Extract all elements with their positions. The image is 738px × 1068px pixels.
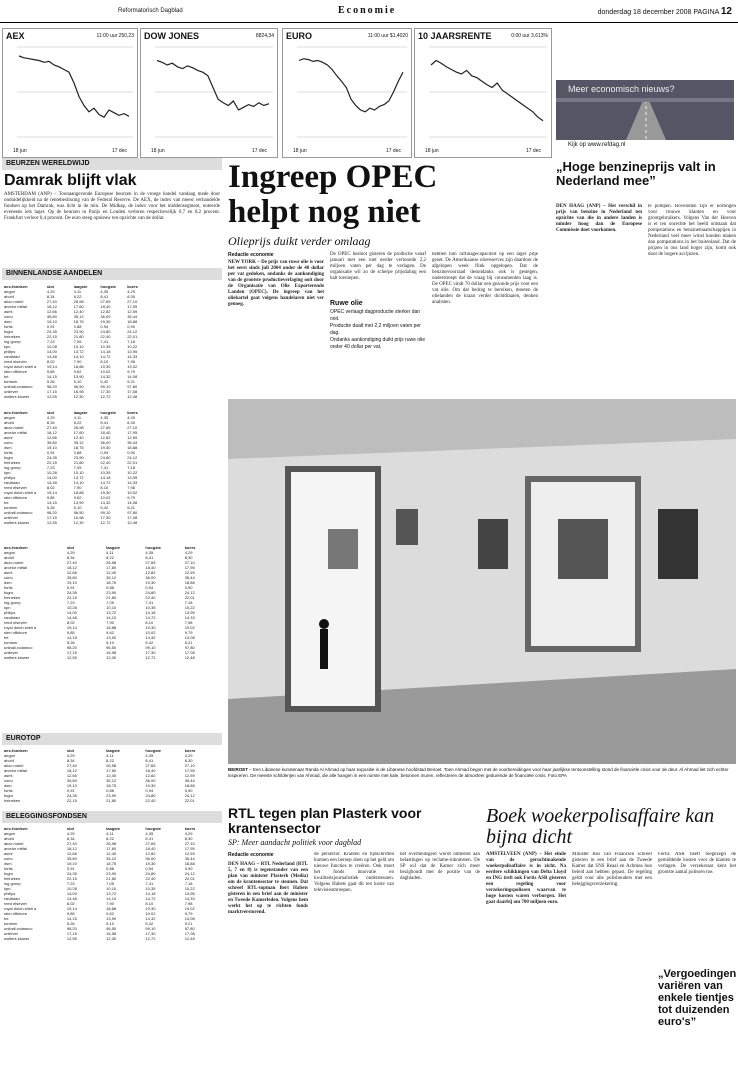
table-row: asml 12,66 12,40 12,82 12,59 bbox=[4, 851, 195, 856]
table-header: aex-fondsen slot laagste hoogste koers bbox=[4, 284, 138, 289]
table-row: ahold 8,34 8,22 8,41 8,30 bbox=[4, 836, 193, 841]
table-row: arcelor mittal 18,12 17,60 18,40 17,95 bbox=[4, 304, 138, 309]
strip-beleggingsfondsen: BELEGGINGSFONDSEN bbox=[2, 811, 222, 823]
table-row: akzo nobel 27,40 26,98 27,65 27,10 bbox=[4, 763, 195, 768]
table-row: unilever 17,15 16,98 17,30 17,08 bbox=[4, 389, 138, 394]
table-row: tomtom 5,26 5,10 5,42 5,21 bbox=[4, 640, 193, 645]
table-row: heineken 22,15 21,80 22,40 22,01 bbox=[4, 595, 195, 600]
table-row: arcelor mittal 18,12 17,60 18,40 17,95 bbox=[4, 430, 138, 435]
table-row: tomtom 5,26 5,10 5,42 5,21 bbox=[4, 921, 193, 926]
opec-col3: hebben hun raffinagecapaciteit op een lager pitje gezet. De Amerikaanse oliereserves zijn daardoor de afgelopen week flink opgelopen. Dat de benzinevoorraad desondanks ook is gestegen, onderstreept dat de vraag bij consumenten laag is. De OPEC vindt 70 dollar een gezonde prijs voor een vat olie. Om dat bedrag te bereiken, moeten de olielanden de kraan verder dichtdraaien, denken analisten. bbox=[432, 252, 538, 305]
chart-value: 11:00 uur $1,4020 bbox=[367, 33, 408, 39]
table-row: akzo nobel 27,40 26,98 27,65 27,10 bbox=[4, 560, 195, 565]
stock-table-2 bbox=[4, 410, 154, 525]
chart-x-start: 18 jun bbox=[425, 148, 439, 154]
table-row: reed elsevier 8,02 7,90 8,10 7,98 bbox=[4, 485, 135, 490]
paper-name: Reformatorisch Dagblad bbox=[118, 8, 183, 14]
opec-lead: NEW YORK – De prijs van ruwe olie is voor het eerst sinds juli 2004 onder de 40 dollar per vat gedoken, ondanks de aankondiging van de grootste productieverlaging ooit door de Organisatie van Olie Exporterende Landen (OPEC). De ingreep van het oliekartel gaat volgens handelaren niet ver genoeg. bbox=[228, 260, 324, 307]
table-row: aegon 4,29 4,11 4,35 4,29 bbox=[4, 753, 193, 758]
fund-table bbox=[4, 826, 224, 941]
table-row: sbm offshore 9,85 9,62 10,02 9,79 bbox=[4, 495, 135, 500]
table-row: royal dutch shell a 19,14 18,88 19,30 19,02 bbox=[4, 364, 138, 369]
table-header: aex-fondsen slot laagste hoogste koers bbox=[4, 748, 196, 753]
table-row: unibail-rodamco 98,20 96,50 99,10 97,80 bbox=[4, 510, 138, 515]
rtl-subhead: SP: Meer aandacht politiek voor dagblad bbox=[228, 838, 362, 847]
table-row: philips 14,00 13,72 14,18 13,95 bbox=[4, 891, 195, 896]
benzine-lead: DEN HAAG (ANP) – Het verschil in prijs van benzine in Nederland ten opzichte van die in andere landen is minder hoog dan de Europese Commissie doet voorkomen. bbox=[556, 204, 642, 233]
opec-col2: De OPEC besloot gisteren de productie vanaf januari met een niet eerder vertoonde 2,2 miljoen vaten per dag te verlagen. De organisatie wil zo de scherpe prijsdaling een halt toeroepen. bbox=[330, 252, 426, 281]
table-row: fortis 0,91 0,88 0,94 0,90 bbox=[4, 585, 193, 590]
table-row: randstad 14,48 14,10 14,72 14,33 bbox=[4, 354, 138, 359]
table-row: royal dutch shell a 19,14 18,88 19,30 19,02 bbox=[4, 906, 195, 911]
table-row: fugro 24,35 23,90 24,80 24,12 bbox=[4, 590, 195, 595]
table-row: arcelor mittal 18,12 17,60 18,40 17,95 bbox=[4, 846, 195, 851]
table-row: royal dutch shell a 19,14 18,88 19,30 19,02 bbox=[4, 625, 195, 630]
table-row: akzo nobel 27,40 26,98 27,65 27,10 bbox=[4, 425, 138, 430]
table-row: wolters kluwer 12,55 12,30 12,72 12,48 bbox=[4, 520, 138, 525]
table-row: dsm 19,10 18,75 19,30 18,88 bbox=[4, 580, 195, 585]
photo-caption bbox=[228, 767, 736, 778]
opec-box-title: Ruwe olie bbox=[330, 300, 363, 307]
opec-box-item: Ondanks aankondiging duikt prijs ruwe olie onder 40 dollar per vat. bbox=[330, 337, 426, 350]
table-row: fugro 24,35 23,90 24,80 24,12 bbox=[4, 455, 138, 460]
table-row: randstad 14,48 14,10 14,72 14,33 bbox=[4, 615, 195, 620]
rtl-headline: RTL tegen plan Plasterk voor krantensector bbox=[228, 805, 422, 836]
chart-plot bbox=[141, 43, 277, 141]
opec-headline bbox=[228, 160, 437, 230]
table-row: tomtom 5,26 5,10 5,42 5,21 bbox=[4, 505, 135, 510]
table-header: aex-fondsen slot laagste hoogste koers bbox=[4, 826, 196, 831]
table-row: wolters kluwer 12,55 12,30 12,72 12,48 bbox=[4, 936, 195, 941]
caption-label: BEIROET bbox=[228, 767, 249, 772]
table-row: aegon 4,29 4,11 4,35 4,29 bbox=[4, 831, 193, 836]
table-row: akzo nobel 27,40 26,98 27,65 27,10 bbox=[4, 841, 195, 846]
page-number: 12 bbox=[720, 6, 732, 17]
table-row: philips 14,00 13,72 14,18 13,95 bbox=[4, 349, 138, 354]
chart-line bbox=[157, 61, 269, 111]
chart-x-start: 18 jun bbox=[293, 148, 307, 154]
page-header bbox=[0, 0, 738, 23]
chart-plot bbox=[415, 43, 551, 141]
table-row: kpn 10,28 10,10 10,35 10,22 bbox=[4, 605, 195, 610]
table-header: aex-fondsen slot laagste hoogste koers bbox=[4, 545, 196, 550]
chart-dow-jones bbox=[140, 28, 278, 158]
eurotop-table bbox=[4, 748, 224, 803]
chart-x-start: 18 jun bbox=[151, 148, 165, 154]
benzine-col2: te pompen. Bovendien zijn er kortingen voor trouwe klanten en voor grootgebruikers. Volgens Van der Hoeven is er ten onrechte het beeld ontstaan dat pompstations en benzinemaatschappijen in Nederland veel meer winst konden maken dan pompstations in het buitenland. Dat de prijzen in ons land hoger zijn, komt ook door de hogere accijnzen. bbox=[648, 204, 736, 257]
table-row: corio 35,80 35,12 36,00 35,44 bbox=[4, 575, 195, 580]
chart-x-end: 17 dec bbox=[251, 148, 267, 154]
table-row: unibail-rodamco 98,20 96,50 99,10 97,80 bbox=[4, 384, 138, 389]
table-row: heineken 22,15 21,80 22,40 22,01 bbox=[4, 460, 138, 465]
chart-plot bbox=[3, 43, 137, 141]
opec-box-item: OPEC verlaagt dagproductie sterker dan ooit. bbox=[330, 309, 421, 322]
advert-url[interactable]: Kijk op www.refdag.nl bbox=[568, 142, 626, 148]
table-row: unibail-rodamco 98,20 96,50 99,10 97,80 bbox=[4, 926, 195, 931]
table-row: tomtom 5,26 5,10 5,42 5,21 bbox=[4, 379, 135, 384]
chart-10-jaarsrente bbox=[414, 28, 552, 158]
damrak-lead: AMSTERDAM (ANP) – Toonaangevende Europese beurzen in de vroege handel vandaag mede door onduidelijkheid na de rentebeslissing van de Federal Reserve. De AEX, de index van meest verhandelde fondsen op het Damrak, was licht in de min. De Midkap, de index voor het middensegment, noteerde eveneens iets lager. Op de beurzen in Parijs en Londen verloren respectievelijk 0,7 en 0,2 procent. Frankfurt verloor 0,4 procent. De euro steeg opnieuw ten opzichte van de dollar. bbox=[4, 192, 220, 221]
table-row: ahold 8,34 8,22 8,41 8,30 bbox=[4, 555, 193, 560]
table-row: tnt 14,15 13,90 14,32 14,08 bbox=[4, 916, 195, 921]
table-row: royal dutch shell a 19,14 18,88 19,30 19,02 bbox=[4, 490, 138, 495]
chart-x-end: 17 dec bbox=[111, 148, 127, 154]
table-row: randstad 14,48 14,10 14,72 14,33 bbox=[4, 480, 138, 485]
chart-euro bbox=[282, 28, 412, 158]
table-row: asml 12,66 12,40 12,82 12,59 bbox=[4, 435, 138, 440]
table-row: aegon 4,29 4,11 4,35 4,29 bbox=[4, 415, 135, 420]
table-row: sbm offshore 9,85 9,62 10,02 9,79 bbox=[4, 630, 193, 635]
table-row: wolters kluwer 12,55 12,30 12,72 12,48 bbox=[4, 394, 138, 399]
stock-table-3 bbox=[4, 545, 224, 660]
page-label: PAGINA bbox=[693, 9, 719, 16]
table-row: arcelor mittal 18,12 17,60 18,40 17,95 bbox=[4, 768, 195, 773]
table-row: fugro 24,35 23,90 24,80 24,12 bbox=[4, 871, 195, 876]
table-row: fortis 0,91 0,88 0,94 0,90 bbox=[4, 866, 193, 871]
rtl-col2: de persector. Kranten en tijdschriften kunnen een beroep doen op het geld om nieuwe functies te creëren. Ook moet het fonds innovatie en kwaliteitsjournalistiek ondersteunen. Volgens Habets gaat dit ten koste van televisieomroepen. bbox=[314, 852, 394, 893]
benzine-headline: „Hoge benzineprijs valt in Nederland mee” bbox=[556, 159, 716, 188]
gallery-photo bbox=[228, 399, 736, 764]
opec-headline-line2: helpt nog niet bbox=[228, 194, 421, 230]
table-row: tnt 14,15 13,90 14,32 14,08 bbox=[4, 635, 195, 640]
table-row: unibail-rodamco 98,20 96,50 99,10 97,80 bbox=[4, 645, 195, 650]
chart-line bbox=[431, 61, 543, 121]
table-row: kpn 10,28 10,10 10,35 10,22 bbox=[4, 886, 195, 891]
advert-title: Meer economisch nieuws? bbox=[568, 84, 675, 94]
table-row: ahold 8,34 8,22 8,41 8,30 bbox=[4, 758, 193, 763]
table-row: unilever 17,15 16,98 17,30 17,08 bbox=[4, 650, 195, 655]
strip-eurotop: EUROTOP bbox=[2, 733, 222, 745]
table-row: dsm 19,10 18,75 19,30 18,88 bbox=[4, 783, 195, 788]
table-row: fugro 24,35 23,90 24,80 24,12 bbox=[4, 793, 195, 798]
table-row: tnt 14,15 13,90 14,32 14,08 bbox=[4, 374, 138, 379]
table-row: reed elsevier 8,02 7,90 8,10 7,98 bbox=[4, 620, 193, 625]
table-row: ing groep 7,23 7,05 7,41 7,18 bbox=[4, 881, 193, 886]
table-row: fugro 24,35 23,90 24,80 24,12 bbox=[4, 329, 138, 334]
table-row: fortis 0,91 0,88 0,94 0,90 bbox=[4, 450, 135, 455]
damrak-headline: Damrak blijft vlak bbox=[4, 172, 137, 189]
table-row: randstad 14,48 14,10 14,72 14,33 bbox=[4, 896, 195, 901]
table-row: philips 14,00 13,72 14,18 13,95 bbox=[4, 475, 138, 480]
boek-col3: Fortis ASR heeft toegezegd de gemiddelde kosten voor de klanten te verlagen. De verzekeraar kent het grootste aantal polissen toe. bbox=[658, 852, 736, 875]
chart-value: 0:00 uur 3,613% bbox=[511, 33, 548, 39]
table-row: kpn 10,28 10,10 10,35 10,22 bbox=[4, 470, 138, 475]
boek-col2: Minister Bos van Financiën schreef gisteren in een brief aan de Tweede Kamer dat SNS Reaal en Achmea hun beleid aan hebben gepast. De regeling geldt voor alle polishouders met een beleggingsverzekering. bbox=[572, 852, 652, 887]
rtl-lead: DEN HAAG – RTL Nederland (RTL 5, 7 en 8) is tegenstander van een plan van minister Plasterk (Media) om de krantensector te steunen. Dat schreef RTL-topman Bert Habets gisteren in een brief aan de minister en Tweede Kamerleden. Volgens hem werkt het op te richten fonds marktverstorend. bbox=[228, 862, 308, 915]
opec-headline-line1: Ingreep OPEC bbox=[228, 159, 438, 195]
boek-lead: AMSTELVEEN (ANP) – Het einde van de geruchtmakende woekerpolisaffaire is in zicht. Na eerdere schikkingen van Delta Lloyd en ING treft ook Fortis ASR gisteren een regeling voor verzekeringspolissen waarvan te hoge kosten waren verborgen. Het gaat daarbij om 700 miljoen euro. bbox=[486, 852, 566, 905]
opec-subhead: Olieprijs duikt verder omlaag bbox=[228, 234, 371, 248]
table-row: reed elsevier 8,02 7,90 8,10 7,98 bbox=[4, 901, 193, 906]
table-row: philips 14,00 13,72 14,18 13,95 bbox=[4, 610, 195, 615]
boek-headline: Boek woekerpolisaffaire kan bijna dicht bbox=[486, 805, 715, 848]
table-row: heineken 22,15 21,80 22,40 22,01 bbox=[4, 334, 138, 339]
chart-aex bbox=[2, 28, 138, 158]
table-row: dsm 19,10 18,75 19,30 18,88 bbox=[4, 319, 138, 324]
chart-value: 11:00 uur 250,23 bbox=[96, 33, 134, 39]
photo-credit: Foto EPA bbox=[547, 772, 567, 778]
table-row: aegon 4,29 4,11 4,35 4,29 bbox=[4, 289, 135, 294]
table-row: fortis 0,91 0,88 0,94 0,90 bbox=[4, 324, 135, 329]
boek-quote: „Vergoedingen variëren van enkele tientjes tot duizenden euro's” bbox=[658, 968, 737, 1028]
chart-name: AEX bbox=[6, 31, 25, 41]
rtl-col3: het overheidsgeld wordt ontleend aan belastingen op reclame-inkomsten. De SP wil dat de Kamer zich meer bezighoudt met de positie van de dagbladen. bbox=[400, 852, 480, 881]
table-row: tnt 14,15 13,90 14,32 14,08 bbox=[4, 500, 138, 505]
table-row: akzo nobel 27,40 26,98 27,65 27,10 bbox=[4, 299, 138, 304]
table-row: asml 12,66 12,40 12,82 12,59 bbox=[4, 773, 195, 778]
chart-x-end: 17 dec bbox=[525, 148, 541, 154]
chart-line bbox=[299, 59, 403, 112]
chart-value: 8824,34 bbox=[255, 33, 274, 39]
table-row: corio 35,80 35,12 36,00 35,44 bbox=[4, 314, 138, 319]
table-row: ing groep 7,23 7,05 7,41 7,18 bbox=[4, 600, 193, 605]
advert-box[interactable] bbox=[556, 80, 734, 140]
road-image bbox=[556, 80, 734, 140]
table-row: heineken 22,15 21,80 22,40 22,01 bbox=[4, 876, 195, 881]
table-row: ahold 8,34 8,22 8,41 8,30 bbox=[4, 294, 135, 299]
table-row: fortis 0,91 0,88 0,94 0,90 bbox=[4, 788, 193, 793]
date: donderdag 18 december 2008 bbox=[597, 9, 692, 16]
table-row: kpn 10,28 10,10 10,35 10,22 bbox=[4, 344, 138, 349]
table-row: corio 35,80 35,12 36,00 35,44 bbox=[4, 778, 195, 783]
section-title: Economie bbox=[338, 5, 397, 16]
chart-x-end: 17 dec bbox=[385, 148, 401, 154]
chart-x-start: 18 jun bbox=[13, 148, 27, 154]
table-row: ing groep 7,23 7,05 7,41 7,18 bbox=[4, 339, 135, 344]
table-row: aegon 4,29 4,11 4,35 4,29 bbox=[4, 550, 193, 555]
table-row: dsm 19,10 18,75 19,30 18,88 bbox=[4, 861, 195, 866]
table-row: sbm offshore 9,85 9,62 10,02 9,79 bbox=[4, 369, 135, 374]
strip-binnenland: BINNENLANDSE AANDELEN bbox=[2, 268, 222, 280]
table-row: heineken 22,15 21,80 22,40 22,01 bbox=[4, 798, 195, 803]
table-row: unilever 17,15 16,98 17,30 17,08 bbox=[4, 931, 195, 936]
chart-name: 10 JAARSRENTE bbox=[418, 31, 492, 41]
table-row: corio 35,80 35,12 36,00 35,44 bbox=[4, 856, 195, 861]
table-row: sbm offshore 9,85 9,62 10,02 9,79 bbox=[4, 911, 193, 916]
gallery-photo-image bbox=[228, 399, 736, 764]
table-row: wolters kluwer 12,55 12,30 12,72 12,48 bbox=[4, 655, 195, 660]
table-row: corio 35,80 35,12 36,00 35,44 bbox=[4, 440, 138, 445]
opec-byline: Redactie economie bbox=[228, 252, 274, 258]
page-info bbox=[598, 6, 732, 17]
table-row: reed elsevier 8,02 7,90 8,10 7,98 bbox=[4, 359, 135, 364]
table-row: arcelor mittal 18,12 17,60 18,40 17,95 bbox=[4, 565, 195, 570]
caption-text: – Een Libanese kunstenaar Randa Al Ahmad op haar expositie in de Libanese hoofdstad Beiroet. Toen Ahmad begon met de voorbereidingen voor haar jaarlijkse tentoonstelling stond de financiële crisis voor de deur. Al Ahmad liet zich echter inspireren. De meeste schilderijen van Ahmad, die alle hangen in een ruimte met kale, betonnen muren, reflecteren de atmosfeer gedurende de financiële crisis. bbox=[228, 767, 729, 778]
table-row: unilever 17,15 16,98 17,30 17,08 bbox=[4, 515, 138, 520]
table-row: ing groep 7,23 7,05 7,41 7,18 bbox=[4, 465, 135, 470]
strip-beurzen: BEURZEN WERELDWIJD bbox=[2, 158, 222, 170]
table-row: dsm 19,10 18,75 19,30 18,88 bbox=[4, 445, 138, 450]
table-row: asml 12,66 12,40 12,82 12,59 bbox=[4, 570, 195, 575]
opec-box-item: Productie daalt met 2,2 miljoen vaten per dag. bbox=[330, 323, 421, 336]
chart-plot bbox=[283, 43, 411, 141]
chart-name: EURO bbox=[286, 31, 313, 41]
table-header: aex-fondsen slot laagste hoogste koers bbox=[4, 410, 138, 415]
opec-box bbox=[330, 300, 426, 351]
rtl-byline: Redactie economie bbox=[228, 852, 274, 858]
table-row: asml 12,66 12,40 12,82 12,59 bbox=[4, 309, 138, 314]
chart-name: DOW JONES bbox=[144, 31, 200, 41]
stock-table bbox=[4, 284, 154, 399]
chart-line bbox=[19, 56, 129, 117]
table-row: ahold 8,34 8,22 8,41 8,30 bbox=[4, 420, 135, 425]
